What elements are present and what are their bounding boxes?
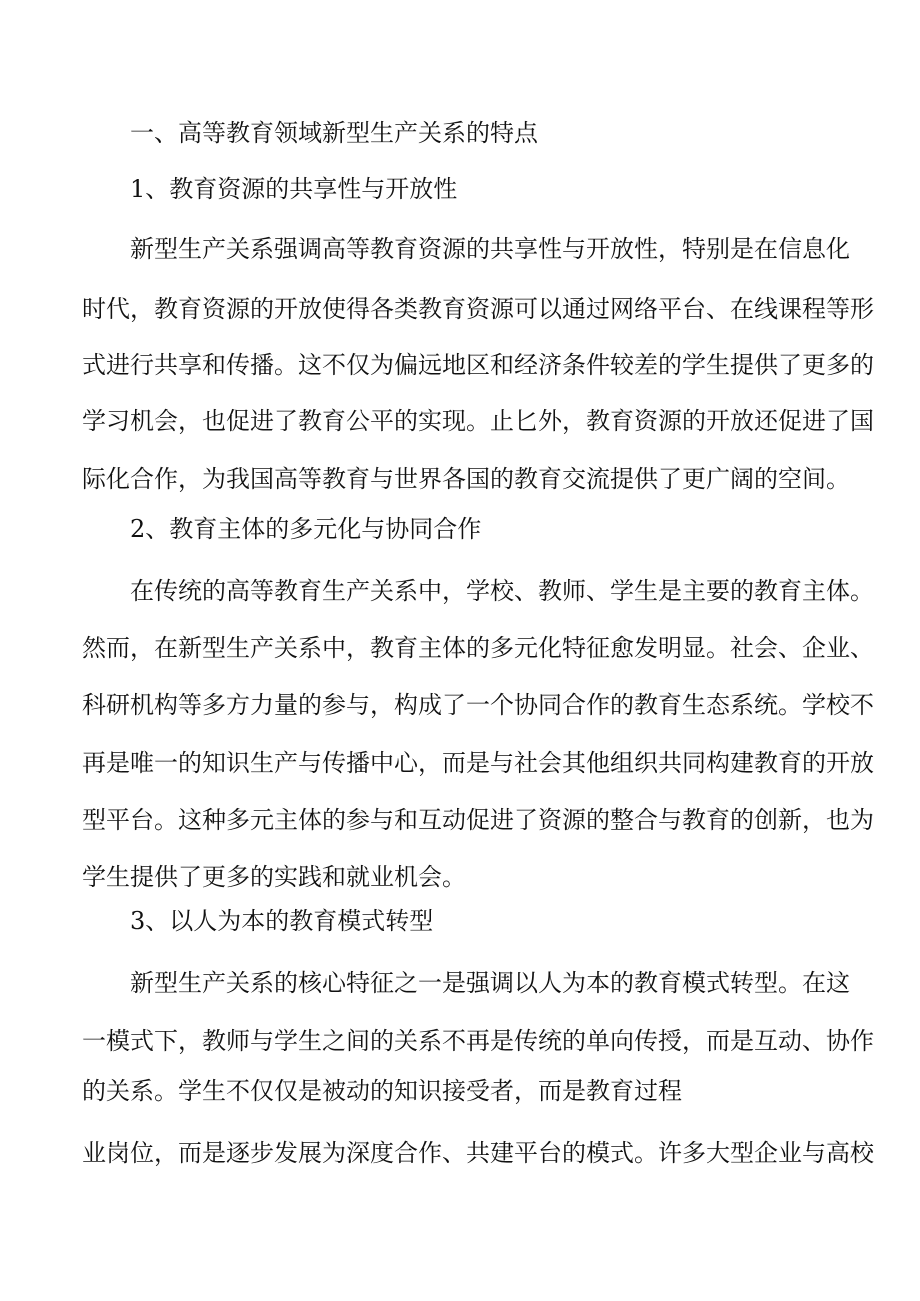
- paragraph-1-line-3: 式进行共享和传播。这不仅为偏远地区和经济条件较差的学生提供了更多的: [82, 351, 874, 379]
- paragraph-2-line-3: 科研机构等多方力量的参与，构成了一个协同合作的教育生态系统。学校不: [82, 691, 874, 719]
- paragraph-2-line-2: 然而，在新型生产关系中，教育主体的多元化特征愈发明显。社会、企业、: [82, 634, 874, 662]
- paragraph-3-line-2: 一模式下，教师与学生之间的关系不再是传统的单向传授，而是互动、协作: [82, 1027, 874, 1055]
- paragraph-2-line-6: 学生提供了更多的实践和就业机会。: [82, 863, 466, 891]
- paragraph-4-line-1: 业岗位，而是逐步发展为深度合作、共建平台的模式。许多大型企业与高校: [82, 1139, 874, 1167]
- subheading-2: 2、教育主体的多元化与协同合作: [130, 515, 482, 543]
- paragraph-1-line-1: 新型生产关系强调高等教育资源的共享性与开放性，特别是在信息化: [130, 235, 850, 263]
- paragraph-2-line-1: 在传统的高等教育生产关系中，学校、教师、学生是主要的教育主体。: [130, 577, 874, 605]
- paragraph-3-line-1: 新型生产关系的核心特征之一是强调以人为本的教育模式转型。在这: [130, 969, 850, 997]
- subheading-3: 3、以人为本的教育模式转型: [130, 907, 434, 935]
- subheading-1: 1、教育资源的共享性与开放性: [130, 175, 458, 203]
- paragraph-1-line-5: 际化合作，为我国高等教育与世界各国的教育交流提供了更广阔的空间。: [82, 465, 850, 493]
- paragraph-1-line-4: 学习机会，也促进了教育公平的实现。止匕外，教育资源的开放还促进了国: [82, 407, 874, 435]
- paragraph-3-line-3: 的关系。学生不仅仅是被动的知识接受者，而是教育过程: [82, 1077, 682, 1105]
- paragraph-2-line-5: 型平台。这种多元主体的参与和互动促进了资源的整合与教育的创新，也为: [82, 806, 874, 834]
- paragraph-2-line-4: 再是唯一的知识生产与传播中心，而是与社会其他组织共同构建教育的开放: [82, 749, 874, 777]
- paragraph-1-line-2: 时代，教育资源的开放使得各类教育资源可以通过网络平台、在线课程等形: [82, 295, 874, 323]
- section-heading: 一、高等教育领域新型生产关系的特点: [130, 119, 538, 147]
